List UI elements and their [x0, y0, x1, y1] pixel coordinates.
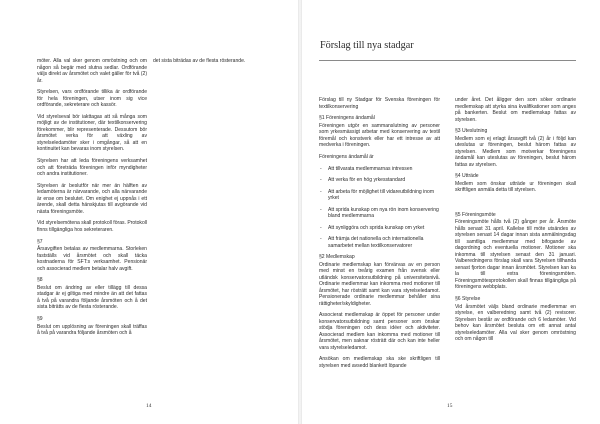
purpose-list: [319, 166, 440, 250]
list-item: - Att sprida kunskap om nya rön inom konservering bland medlemmarna: [319, 207, 440, 220]
left-column-2: [153, 58, 273, 70]
paragraph: det sista biträdas av de flesta rösterande.: [153, 58, 246, 64]
section-heading-4: §4 Utträde: [455, 173, 479, 180]
section-heading-5: §5 Föreningsmöte: [455, 211, 496, 218]
section-heading-3: §3 Uteslutning: [455, 128, 488, 135]
section-2-text: Associerat medlemskap är öppet för personer under konservatorsutbildning samt personer som önskar stödja föreningen och dess idéer och aktiviteter. Associerad medlem kan inkomma med motioner till årsmötet, men saknar rösträtt där och kan inte heller vara styrelseledamot.: [319, 312, 440, 351]
list-item: - Att tillvarata medlemmarnas intressen: [319, 166, 440, 173]
section-7-text: Årsavgiften betalas av medlemmarna. Storleken fastställs vid årsmötet och skall täcka kostnaderna för SFT:s verksamhet. Pensionär och associerad medlem betalar halv avgift.: [37, 246, 147, 272]
section-4-text: Medlem som önskar utträde ur föreningen skall skriftligen anmäla detta till styrelsen.: [455, 180, 576, 194]
section-heading-7: §7: [37, 238, 43, 245]
paragraph: under året. Det åligger den som söker ordinarie medlemskap att styrka sina kvalifikationer som anges på bankerten. Beslut om medlemskap fattas av styrelsen.: [455, 97, 576, 123]
paragraph: Styrelsen är beslutför när mer än hälften av ledamöterna är närvarande, och alla närvarande är ense om beslutet. Om enighet ej uppnås i ett ärende, skall detta hänskjutas till avgörande vid nästa föreningsmöte.: [37, 182, 147, 215]
paragraph: Styrelsen har att leda föreningens verksamhet och att företräda föreningen inför myndigheter och andra institutioner.: [37, 158, 147, 178]
section-heading-8: §8: [37, 277, 43, 284]
section-8-text: Beslut om ändring av eller tillägg till dessa stadgar är ej giltiga med mindre än att det fattas å två på varandra följande årsmöten och å det sista biträtts av de flesta rösterande.: [37, 284, 147, 311]
page-number-left: 14: [146, 403, 152, 409]
intro-text: Förslag till ny Stadgar för Svenska föreningen för textilkonservering: [319, 97, 440, 110]
list-item: - Att arbeta för möjlighet till vidareutbildning inom yrket: [319, 189, 440, 202]
page-title: Förslag till nya stadgar: [320, 40, 414, 51]
paragraph: Styrelsen, vars ordförande tillika är ordförande för hela föreningen, utser inom sig vice ordförande, sekreterare och kassör.: [37, 89, 147, 109]
section-heading-6: §6 Styrelse: [455, 296, 481, 303]
list-item: - Att verka för en hög yrkesstandard: [319, 177, 440, 184]
section-6-text: Vid årsmötet väljs bland ordinarie medlemmar en styrelse, en valberedning samt två (2) revisorer. Styrelsen består av ordförande och 6 ledamöter. Vid behov kan årsmötet besluta om ett annat antal styrelseledamöter. Alla val sker genom omröstning och om någon till: [455, 303, 576, 343]
section-2-text: Ansökan om medlemskap ska ske skriftligen till styrelsen med avsedd blankett löpande: [319, 356, 440, 369]
paragraph: Vid styrelseval bör iakttagas att så många som möjligt av de institutioner, där textilkonservering förekommer, blir representerade. Dessutom bör årsmötet verka för att växling av styrelseledamöter sker i omgångar, så att en kontinuitet kan bevaras inom styrelsen.: [37, 113, 147, 153]
section-2-text: Ordinarie medlemskap kan förvärvas av en person med minst en treårig examen från svensk eller utländsk konservatorsutbildning på universitetsnivå. Ordinarie medlemmar kan inkomma med motioner till årsmötet, har rösträtt samt kan vara styrelseledamot. Pensionerade ordinarie medlemmar behåller sina rättigheter/skyldigheter.: [319, 261, 440, 307]
section-heading-1: §1 Föreningens ändamål: [319, 115, 375, 122]
list-item: - Att synliggöra och sprida kunskap om yrket: [319, 225, 440, 232]
section-1-text: Föreningen utgör en sammanslutning av personer som yrkesmässigt arbetar med konservering av textil föremål och konstverk eller har ett intresse av att medverka i föreningen.: [319, 122, 440, 149]
section-heading-9: §9: [37, 316, 43, 322]
right-column-2: [455, 97, 576, 348]
paragraph: Vid styrelsemötena skall protokoll föras. Protokoll finns tillgängliga hos sekreteraren.: [37, 220, 147, 233]
right-column-1: [319, 97, 440, 375]
list-intro: Föreningens ändamål är: [319, 153, 374, 160]
list-item: - Att främja det nationella och internationella samarbetet mellan textilkonservatorer: [319, 236, 440, 249]
page-number-right: 15: [447, 403, 453, 409]
left-column-1: [37, 58, 147, 342]
section-heading-2: §2 Medlemskap: [319, 254, 355, 261]
title-rule: [319, 60, 576, 61]
paragraph: möter. Alla val sker genom omröstning och om någon så begär med slutna sedlar. Ordförande väljs direkt av årsmötet och valet gäller för två (2) år.: [37, 58, 147, 84]
section-9-text: Beslut om upplösning av föreningen skall träffas å två på varandra följande årsmöten och å: [37, 323, 147, 336]
section-5-text: Föreningsmöte hålls två (2) gånger per år. Årsmöte hålls senast 31 april. Kallelse till möte utsändes av styrelsen senast 14 dagar innan sista anmälningsdag till samtliga medlemmar med bifogande av dagordning och eventuella motioner. Motioner ska inkomma till styrelsen senast den 31 januari. Valberedningens förslag skall vara Styrelsen tillhanda senast fjorton dagar innan årsmötet. Styrelsen kan ka la till extra föreningsmöten. Föreningsmötesprotokollen skall finnas tillgängliga på föreningens webbplats.: [455, 219, 576, 291]
section-3-text: Medlem som ej erlagt årsavgift två (2) år i följd kan uteslutas ur föreningen, beslut härom fattas av styrelsen. Medlem som motverkar föreningens ändamål kan uteslutas av föreningen, beslut härom fattas av styrelsen.: [455, 135, 576, 168]
left-page: [0, 0, 298, 424]
